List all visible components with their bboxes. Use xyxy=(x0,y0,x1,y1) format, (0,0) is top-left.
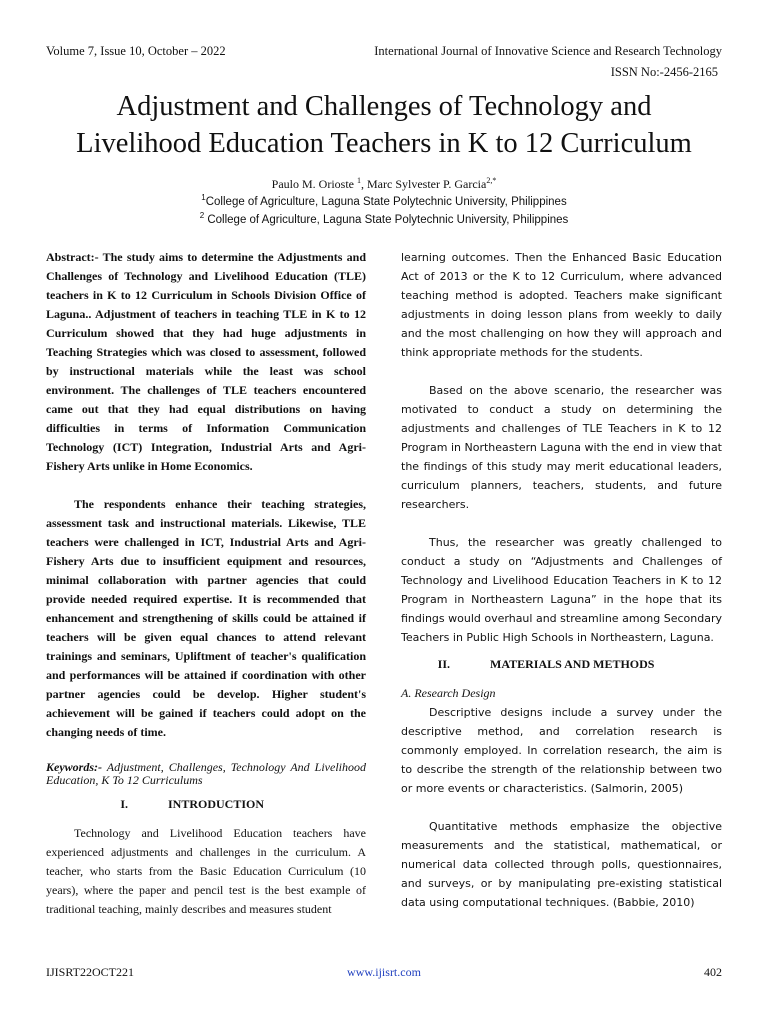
affiliation-2 xyxy=(0,211,768,226)
affiliation-1-text: College of Agriculture, Laguna State Polytechnic University, Philippines xyxy=(205,195,567,208)
affiliation-2-sup: 2 xyxy=(199,211,205,220)
author-1-affil: 1 xyxy=(357,176,362,185)
author-2: Marc Sylvester P. Garcia xyxy=(367,177,487,191)
footer-page-number: 402 xyxy=(704,965,722,979)
keywords xyxy=(46,761,366,787)
section-title: INTRODUCTION xyxy=(168,797,265,811)
author-2-affil: 2,* xyxy=(486,176,497,185)
author-1: Paulo M. Orioste xyxy=(271,177,355,191)
right-paragraph-2: Based on the above scenario, the researcher was motivated to conduct a study on determining the adjustments and challenges of TLE Teachers in K to 12 Program in Northeastern Laguna with the end in view that the findings of this study may merit educational leaders, curriculum planners, teachers, students, and future researchers. xyxy=(401,384,722,511)
abstract-paragraph-1: Abstract:- The study aims to determine the Adjustments and Challenges of Technology and Livelihood Education (TLE) teachers in K to 12 Curriculum in Schools Division Office of Laguna.. Adjustment of teachers in teaching TLE in K to 12 Curriculum showed that they had huge adjustments in Teaching Strategies which was closed to assessment, followed by instructional materials while the least was school environment. The challenges of TLE teachers encountered came out that they had equal distributions on having difficulties in terms of Information Communication Technology (ICT) Integration, Industrial Arts and Agri-Fishery Arts unlike in Home Economics. xyxy=(46,250,366,473)
right-paragraph-1: learning outcomes. Then the Enhanced Basic Education Act of 2013 or the K to 12 Curriculum, where advanced teaching method is adopted. Teachers make significant adjustments in doing lesson plans from weekly to daily and the most challenging on how they will approach and think appropriate methods for the students. xyxy=(401,251,722,359)
left-column xyxy=(46,248,366,919)
right-paragraph-5: Quantitative methods emphasize the objective measurements and the statistical, mathematical, or numerical data collected through polls, questionnaires, and surveys, or by manipulating pre-existing statistical data using computational techniques. (Babbie, 2010) xyxy=(401,820,722,909)
title-line-2: Livelihood Education Teachers in K to 12 Curriculum xyxy=(76,128,692,159)
title-line-1: Adjustment and Challenges of Technology and xyxy=(116,91,652,122)
affiliation-2-text: College of Agriculture, Laguna State Polytechnic University, Philippines xyxy=(204,213,569,226)
subsection-heading: A. Research Design xyxy=(401,686,496,700)
right-paragraph-3: Thus, the researcher was greatly challenged to conduct a study on “Adjustments and Challenges of Technology and Livelihood Education Teachers in K to 12 Program in Northeastern Laguna” in the hope that its findings would overhaul and streamline among Secondary Teachers in Public High Schools in Northeastern, Laguna. xyxy=(401,536,722,644)
keywords-label: Keywords:- xyxy=(46,760,102,774)
author-list xyxy=(0,176,768,192)
section-number: II. xyxy=(437,657,450,671)
right-paragraph-4: Descriptive designs include a survey under the descriptive method, and correlation research is commonly employed. In correlation research, the aim is to describe the strength of the relationship between two or more events or characteristics. (Salmorin, 2005) xyxy=(401,706,722,795)
keywords-text: Adjustment, Challenges, Technology And Livelihood Education, K To 12 Curriculums xyxy=(46,760,366,787)
footer-website-link[interactable]: www.ijisrt.com xyxy=(347,965,421,979)
intro-paragraph-1: Technology and Livelihood Education teachers have experienced adjustments and challenges in the curriculum. A teacher, who starts from the Basic Education Curriculum (10 years), where the paper and pencil test is the best example of traditional teaching, mainly describes and measures student xyxy=(46,826,366,916)
author-separator: , xyxy=(361,177,368,191)
abstract-paragraph-2: The respondents enhance their teaching strategies, assessment task and instructional materials. Likewise, TLE teachers were challenged in ICT, Industrial Arts and Agri-Fishery Arts due to insufficient equipment and resources, minimal collaboration with partner agencies that could provide needed required expertise. It is recommended that enhancement and strengthening of skills could be attained if teachers will be given equal chances to attend relevant trainings and seminars, Upliftment of teacher's qualification and performances will be attained if coordination with other partner agencies could be develop. Higher student's achievement will be gained if teachers could adopt on the changing needs of time. xyxy=(46,497,366,739)
section-title: MATERIALS AND METHODS xyxy=(490,657,655,671)
header-journal-name: International Journal of Innovative Science and Research Technology xyxy=(374,44,722,58)
paper-title xyxy=(30,88,738,162)
section-heading-introduction xyxy=(46,795,366,814)
affiliation-1-sup: 1 xyxy=(201,193,206,202)
footer-paper-id: IJISRT22OCT221 xyxy=(46,965,134,979)
section-heading-materials xyxy=(401,655,722,674)
header-issn: ISSN No:-2456-2165 xyxy=(610,65,718,79)
header-volume: Volume 7, Issue 10, October – 2022 xyxy=(46,44,226,58)
right-column xyxy=(401,248,722,912)
section-number: I. xyxy=(120,797,128,811)
affiliation-1 xyxy=(0,193,768,208)
